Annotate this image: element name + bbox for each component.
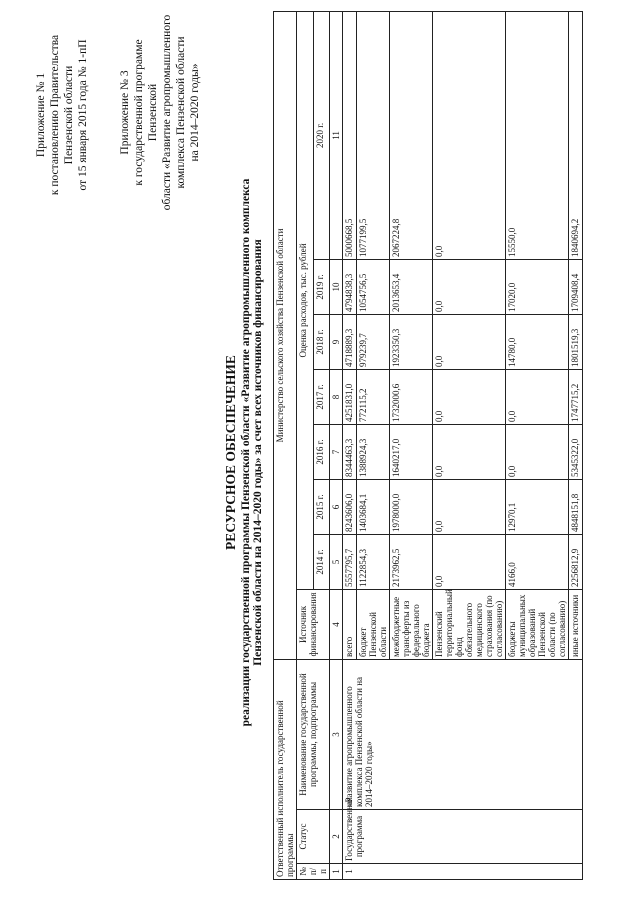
value-cell: 1732000,6 — [390, 369, 433, 424]
appendix-3-line-5: на 2014–2020 годы» — [189, 63, 201, 162]
value-cell: 1747715,2 — [569, 369, 583, 424]
value-cell: 5557795,7 — [343, 534, 357, 589]
executor-label-cell: Ответственный исполнитель государственной программы — [274, 659, 297, 879]
value-cell: 0,0 — [433, 314, 506, 369]
appendix-1-block — [34, 15, 90, 215]
column-number: 3 — [330, 659, 343, 809]
value-cell: 0,0 — [433, 11, 506, 259]
source-cell: Пензенский территориальный фонд обязательного медицинского страхования (по согласованию) — [433, 589, 506, 659]
source-cell: межбюджетные трансферты из федерального бюджета — [390, 589, 433, 659]
column-number: 9 — [330, 314, 343, 369]
value-cell: 0,0 — [433, 369, 506, 424]
value-cell: 12970,1 — [506, 479, 569, 534]
appendix-1-line-1: Приложение № 1 — [35, 72, 47, 158]
source-cell: бюджет Пензенской области — [357, 589, 390, 659]
header-year: 2018 г. — [313, 314, 330, 369]
header-num: № п/п — [297, 864, 330, 880]
value-cell: 8243606,0 — [343, 479, 357, 534]
value-cell: 979239,7 — [357, 314, 390, 369]
appendix-3-line-3: области «Развитие агропромышленного — [161, 14, 173, 211]
appendix-3-line-4: комплекса Пензенской области — [175, 36, 187, 189]
header-status: Статус — [297, 810, 330, 864]
value-cell: 0,0 — [433, 479, 506, 534]
value-cell: 0,0 — [433, 534, 506, 589]
header-year: 2020 г. — [313, 11, 330, 259]
value-cell: 772115,2 — [357, 369, 390, 424]
appendix-3-line-1: Приложение № 3 — [119, 70, 131, 155]
value-cell: 2256812,9 — [569, 534, 583, 589]
column-number: 10 — [330, 259, 343, 314]
value-cell: 1640217,0 — [390, 424, 433, 479]
appendix-3-line-2: к государственной программе Пензенской — [133, 39, 159, 186]
value-cell: 4794838,3 — [343, 259, 357, 314]
document-subtitle-line-1: реализации государственной программы Пензенской области «Развитие агропромышленного комплекса — [240, 178, 252, 727]
value-cell: 1978000,0 — [390, 479, 433, 534]
value-cell: 8344463,3 — [343, 424, 357, 479]
value-cell: 15550,0 — [506, 11, 569, 259]
appendix-3-block — [118, 10, 202, 215]
header-year: 2019 г. — [313, 259, 330, 314]
value-cell: 4166,0 — [506, 534, 569, 589]
source-cell: иные источники — [569, 589, 583, 659]
appendix-1-line-3: Пензенской области — [63, 65, 75, 165]
header-source: Источник финансирования — [297, 589, 330, 659]
value-cell: 1923350,3 — [390, 314, 433, 369]
appendix-1-line-4: от 15 января 2015 года № 1-пП — [77, 39, 89, 191]
value-cell: 1054756,5 — [357, 259, 390, 314]
document-subtitle-line-2: Пензенской области на 2014–2020 годы» за счет всех источников финансирования — [252, 239, 264, 666]
source-cell: бюджеты муниципальных образований Пензенской области (по согласованию) — [506, 589, 569, 659]
resource-table — [273, 11, 583, 880]
column-number: 8 — [330, 369, 343, 424]
program-name-cell: «Развитие агропромышленного комплекса Пензенской области на 2014–2020 годы» — [343, 659, 583, 809]
value-cell: 1388924,3 — [357, 424, 390, 479]
column-number: 5 — [330, 534, 343, 589]
header-year: 2015 г. — [313, 479, 330, 534]
column-number: 7 — [330, 424, 343, 479]
header-year: 2014 г. — [313, 534, 330, 589]
value-cell: 4848151,8 — [569, 479, 583, 534]
value-cell: 4718889,3 — [343, 314, 357, 369]
header-estimate: Оценка расходов, тыс. рублей — [297, 11, 314, 589]
column-number: 4 — [330, 589, 343, 659]
table-row-total — [343, 11, 357, 879]
header-year: 2016 г. — [313, 424, 330, 479]
column-number: 6 — [330, 479, 343, 534]
value-cell: 14780,0 — [506, 314, 569, 369]
value-cell: 1122854,3 — [357, 534, 390, 589]
column-number: 2 — [330, 810, 343, 864]
value-cell: 5345322,0 — [569, 424, 583, 479]
status-cell: Государственная программа — [343, 810, 583, 864]
document-title: РЕСУРСНОЕ ОБЕСПЕЧЕНИЕ — [223, 355, 238, 550]
appendix-1-line-2: к постановлению Правительства — [49, 34, 61, 196]
value-cell: 2173962,5 — [390, 534, 433, 589]
value-cell: 1801519,3 — [569, 314, 583, 369]
value-cell: 2013653,4 — [390, 259, 433, 314]
value-cell: 5000668,5 — [343, 11, 357, 259]
value-cell: 17020,0 — [506, 259, 569, 314]
value-cell: 4251831,0 — [343, 369, 357, 424]
header-name: Наименование государственной программы, подпрограммы — [297, 659, 330, 809]
value-cell: 0,0 — [506, 424, 569, 479]
value-cell: 0,0 — [433, 424, 506, 479]
executor-value-cell: Министерство сельского хозяйства Пензенской области — [274, 11, 297, 659]
table-row-executor — [274, 11, 297, 879]
value-cell: 2067224,8 — [390, 11, 433, 259]
table-column-number-row — [330, 11, 343, 879]
value-cell: 1709408,4 — [569, 259, 583, 314]
value-cell: 0,0 — [433, 259, 506, 314]
header-year: 2017 г. — [313, 369, 330, 424]
value-cell: 1403684,1 — [357, 479, 390, 534]
source-cell: всего — [343, 589, 357, 659]
value-cell: 1077199,5 — [357, 11, 390, 259]
value-cell: 1840694,2 — [569, 11, 583, 259]
table-header-row-1 — [297, 11, 314, 879]
column-number: 11 — [330, 11, 343, 259]
value-cell: 0,0 — [506, 369, 569, 424]
column-number: 1 — [330, 864, 343, 880]
row-number-cell: 1 — [343, 864, 583, 880]
